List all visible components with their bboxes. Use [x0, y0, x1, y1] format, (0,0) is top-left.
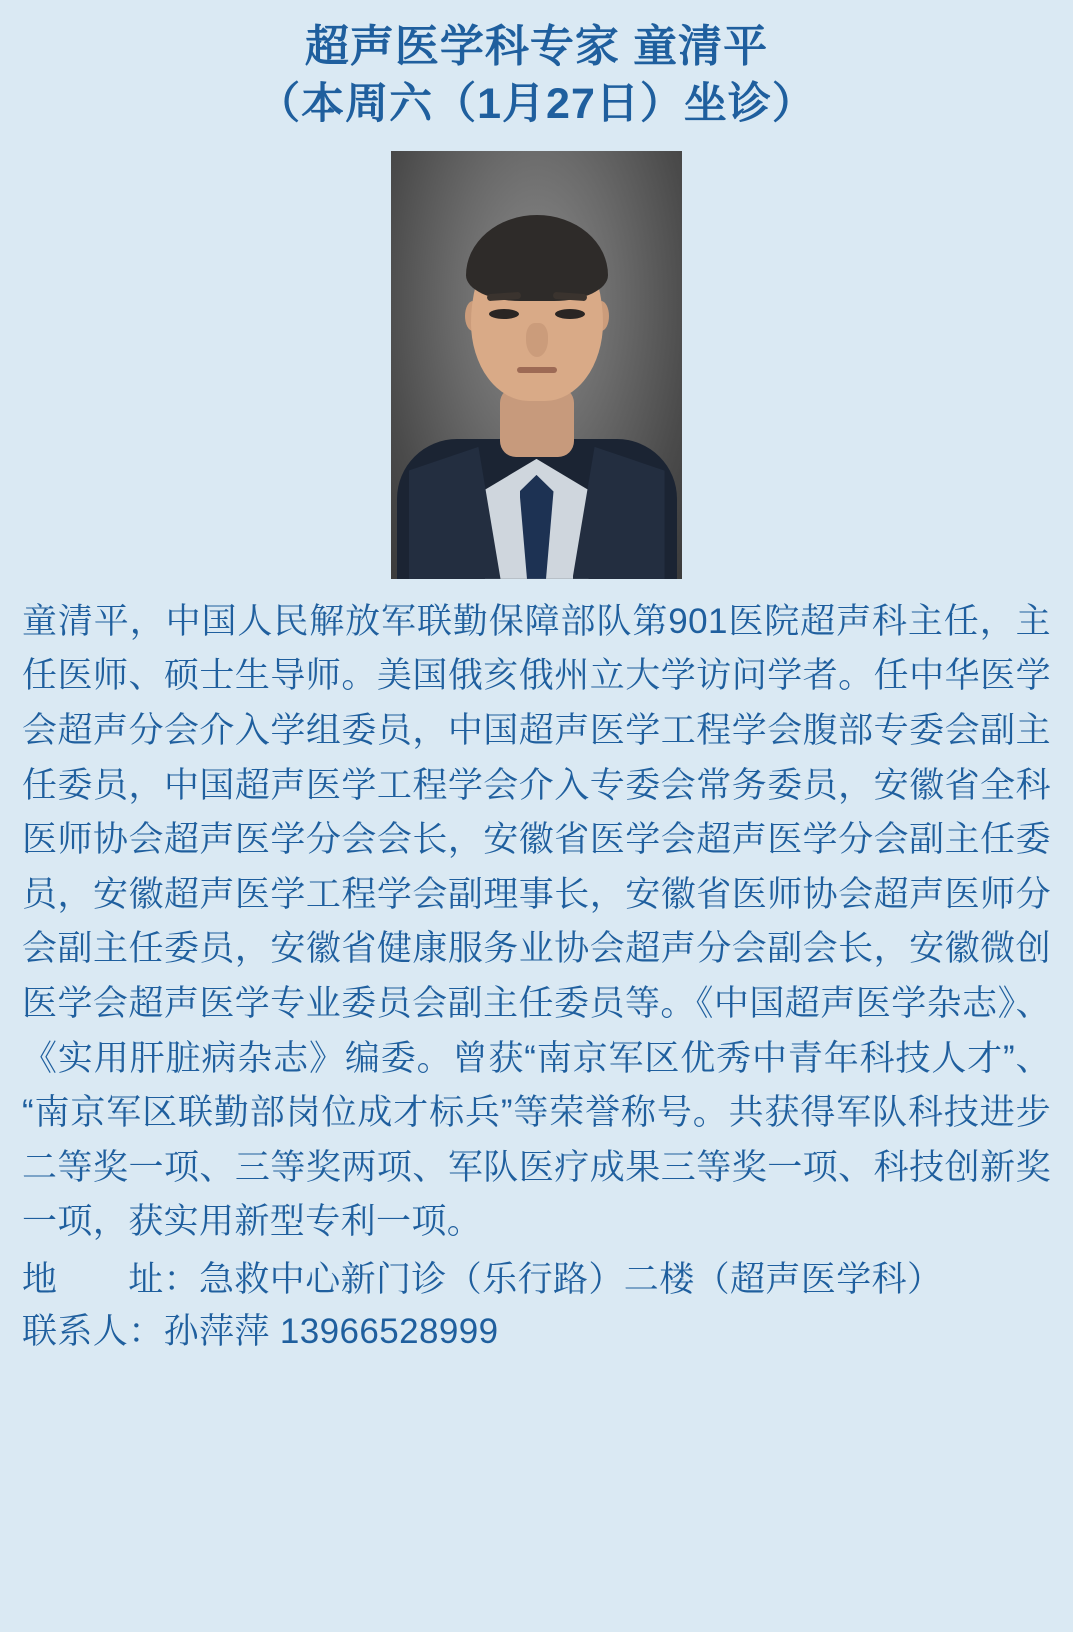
portrait-eye-right: [555, 309, 585, 319]
doctor-biography: 童清平，中国人民解放军联勤保障部队第901医院超声科主任，主任医师、硕士生导师。美国俄亥俄州立大学访问学者。任中华医学会超声分会介入学组委员，中国超声医学工程学会腹部专委会副主任委员，中国超声医学工程学会介入专委会常务委员，安徽省全科医师协会超声医学分会会长，安徽省医学会超声医学分会副主任委员，安徽超声医学工程学会副理事长，安徽省医师协会超声医师分会副主任委员，安徽省健康服务业协会超声分会副会长，安徽微创医学会超声医学专业委员会副主任委员等。《中国超声医学杂志》、《实用肝脏病杂志》编委。曾获“南京军区优秀中青年科技人才”、“南京军区联勤部岗位成才标兵”等荣誉称号。共获得军队科技进步二等奖一项、三等奖两项、军队医疗成果三等奖一项、科技创新奖一项，获实用新型专利一项。: [22, 601, 1051, 1242]
portrait-wrapper: [0, 151, 1073, 579]
portrait-mouth: [517, 367, 557, 373]
doctor-portrait-photo: [391, 151, 682, 579]
poster-title-block: [0, 0, 1073, 137]
address-line: 地 址：急救中心新门诊（乐行路）二楼（超声医学科）: [22, 1259, 943, 1299]
contact-info-block: [0, 1250, 1073, 1385]
page-subtitle: （本周六（1月27日）坐诊）: [257, 80, 816, 129]
portrait-eye-left: [489, 309, 519, 319]
portrait-nose: [526, 323, 548, 357]
page-title: 超声医学科专家 童清平: [304, 22, 769, 71]
contact-line: 联系人：孙萍萍 13966528999: [22, 1312, 499, 1352]
